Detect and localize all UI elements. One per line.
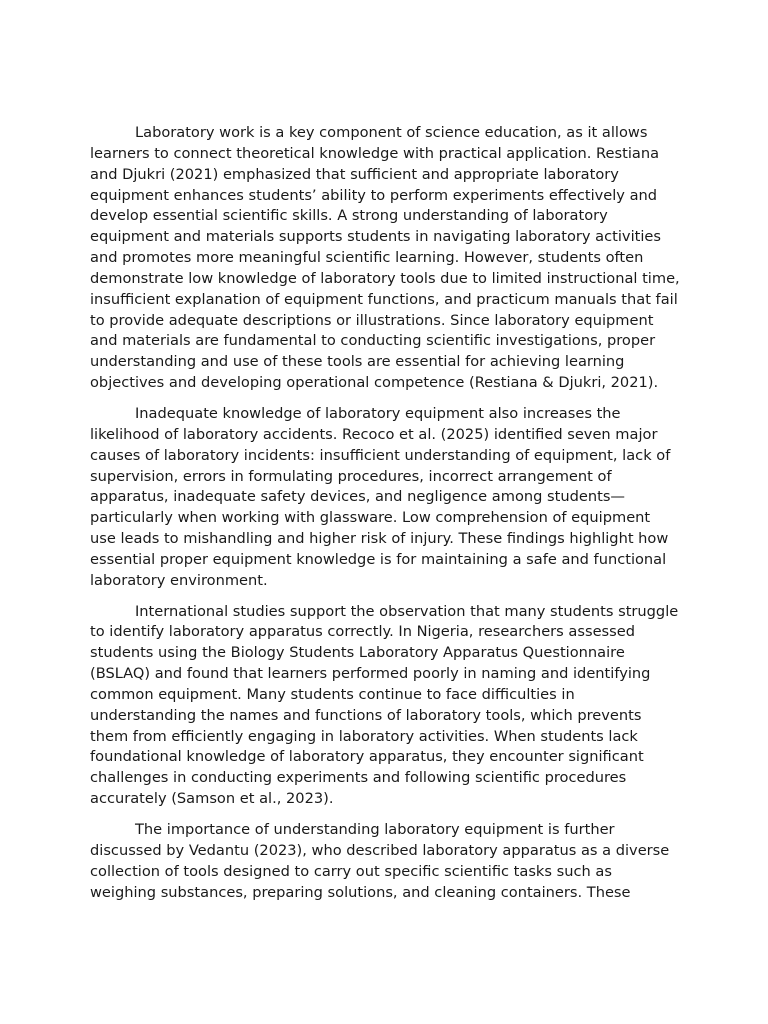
document-body: [90, 123, 680, 913]
paragraph-3: International studies support the observation that many students struggle to identify laboratory apparatus correctly. In Nigeria, researchers assessed students using the Biology Students Laboratory Apparatus Questionnaire (BSLAQ) and found that learners performed poorly in naming and identifying common equipment. Many students continue to face difficulties in understanding the names and functions of laboratory tools, which prevents them from efficiently engaging in laboratory activities. When students lack foundational knowledge of laboratory apparatus, they encounter significant challenges in conducting experiments and following scientific procedures accurately (Samson et al., 2023).: [90, 602, 679, 808]
paragraph-1: Laboratory work is a key component of science education, as it allows learners to connect theoretical knowledge with practical application. Restiana and Djukri (2021) emphasized that sufficient and appropriate laboratory equipment enhances students’ ability to perform experiments effectively and develop essential scientific skills. A strong understanding of laboratory equipment and materials supports students in navigating laboratory activities and promotes more meaningful scientific learning. However, students often demonstrate low knowledge of laboratory tools due to limited instructional time, insufficient explanation of equipment functions, and practicum manuals that fail to provide adequate descriptions or illustrations. Since laboratory equipment and materials are fundamental to conducting scientific investigations, proper understanding and use of these tools are essential for achieving learning objectives and developing operational competence (Restiana & Djukri, 2021).: [90, 124, 680, 392]
paragraph-2: Inadequate knowledge of laboratory equipment also increases the likelihood of laboratory accidents. Recoco et al. (2025) identified seven major causes of laboratory incidents: insufficient understanding of equipment, lack of supervision, errors in formulating procedures, incorrect arrangement of apparatus, inadequate safety devices, and negligence among students—particularly when working with glassware. Low comprehension of equipment use leads to mishandling and higher risk of injury. These findings highlight how essential proper equipment knowledge is for maintaining a safe and functional laboratory environment.: [90, 404, 671, 589]
paragraph-4: The importance of understanding laboratory equipment is further discussed by Vedantu (2023), who described laboratory apparatus as a diverse collection of tools designed to carry out specific scientific tasks such as weighing substances, preparing solutions, and cleaning containers. These: [90, 821, 670, 901]
